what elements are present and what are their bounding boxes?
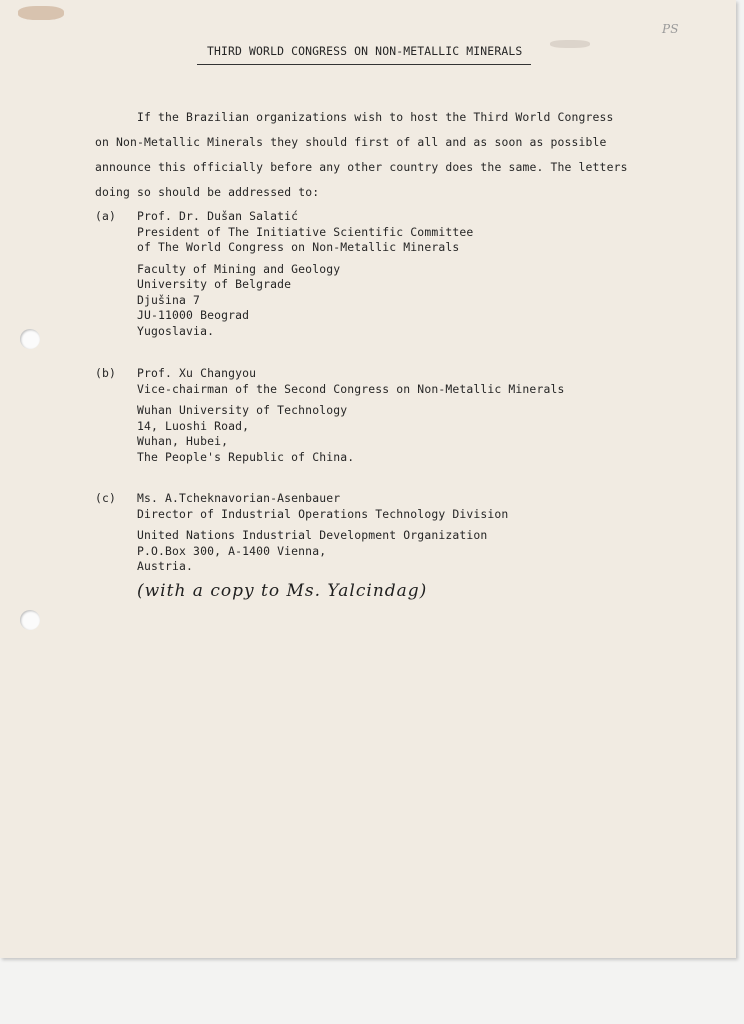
intro-line: If the Brazilian organizations wish to host the Third World Congress: [137, 110, 614, 124]
address-line: Faculty of Mining and Geology: [137, 261, 341, 276]
addressee-role: Vice-chairman of the Second Congress on Non-Metallic Minerals: [137, 381, 565, 396]
address-line: Wuhan University of Technology: [137, 403, 348, 417]
intro-paragraph: [95, 105, 655, 205]
address-line: Austria.: [137, 559, 194, 573]
paper-smudge: [550, 40, 590, 48]
address-line: P.O.Box 300, A-1400 Vienna,: [137, 543, 327, 558]
address-line: Yugoslavia.: [137, 323, 215, 338]
addressee-name: Prof. Xu Changyou: [137, 366, 257, 380]
address-line: United Nations Industrial Development Organization: [137, 528, 488, 542]
address-line: Wuhan, Hubei,: [137, 434, 229, 448]
punch-hole: [20, 610, 40, 630]
addressee-block: [137, 209, 617, 339]
addressee-block: [137, 491, 617, 575]
intro-line: announce this officially before any other country does the same. The letters: [95, 160, 628, 174]
address-line: 14, Luoshi Road,: [137, 418, 250, 433]
title-underline: [197, 64, 531, 65]
address-line: JU-11000 Beograd: [137, 308, 250, 322]
address-line: University of Belgrade: [137, 277, 292, 291]
addressee-role: of The World Congress on Non-Metallic Minerals: [137, 240, 460, 254]
address-line: The People's Republic of China.: [137, 449, 355, 464]
list-marker: (c): [95, 491, 117, 505]
list-marker: (a): [95, 209, 117, 223]
addressee-role: Director of Industrial Operations Technology Division: [137, 506, 509, 521]
document-title: THIRD WORLD CONGRESS ON NON-METALLIC MINERALS: [207, 44, 523, 58]
corner-pencil-mark: PS: [662, 22, 679, 36]
intro-line: doing so should be addressed to:: [95, 185, 320, 199]
addressee-block: [137, 366, 617, 465]
handwritten-note: (with a copy to Ms. Yalcindag): [137, 581, 428, 601]
addressee-role: President of The Initiative Scientific Committee: [137, 224, 474, 239]
intro-line: on Non-Metallic Minerals they should first of all and as soon as possible: [95, 135, 607, 149]
list-marker: (b): [95, 366, 117, 380]
addressee-name: Prof. Dr. Dušan Salatić: [137, 209, 299, 223]
punch-hole: [20, 329, 40, 349]
paper-stain: [18, 6, 64, 20]
address-line: Djušina 7: [137, 292, 201, 307]
addressee-name: Ms. A.Tcheknavorian-Asenbauer: [137, 491, 341, 505]
